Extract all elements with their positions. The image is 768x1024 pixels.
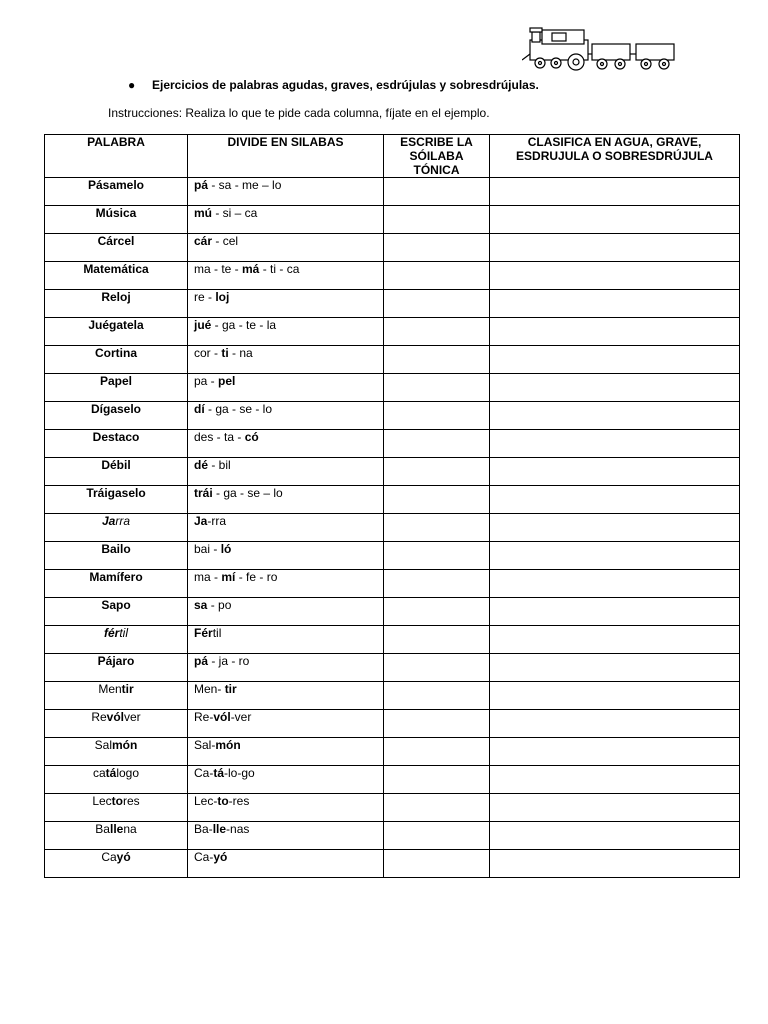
- text-segment: Ja: [101, 514, 116, 528]
- text-segment: Re-: [194, 710, 214, 724]
- text-segment: - si – ca: [212, 206, 258, 220]
- classification-answer-cell[interactable]: [490, 654, 740, 682]
- text-segment: pá: [194, 654, 209, 668]
- text-segment: Ba: [95, 822, 110, 836]
- syllables-cell: [188, 402, 384, 430]
- text-segment: - na: [228, 346, 253, 360]
- tonic-syllable-answer-cell[interactable]: [384, 570, 490, 598]
- text-segment: - ga - se - lo: [204, 402, 273, 416]
- text-segment: sa: [194, 598, 208, 612]
- text-segment: ma - te -: [194, 262, 243, 276]
- text-segment: Mamífero: [89, 570, 143, 584]
- text-segment: - sa - me – lo: [208, 178, 282, 192]
- text-segment: des - ta -: [194, 430, 245, 444]
- tonic-syllable-answer-cell[interactable]: [384, 262, 490, 290]
- text-segment: Papel: [99, 374, 132, 388]
- word-cell: [45, 206, 188, 234]
- text-segment: dí: [194, 402, 205, 416]
- text-segment: Matemática: [83, 262, 149, 276]
- text-segment: Ja: [194, 514, 208, 528]
- text-segment: res: [123, 794, 140, 808]
- text-segment: Sal-: [194, 738, 216, 752]
- word-cell: [45, 850, 188, 878]
- classification-answer-cell[interactable]: [490, 486, 740, 514]
- text-segment: Ba-: [194, 822, 213, 836]
- word-cell: [45, 766, 188, 794]
- syllables-cell: [188, 570, 384, 598]
- tonic-syllable-answer-cell[interactable]: [384, 850, 490, 878]
- tonic-syllable-answer-cell[interactable]: [384, 374, 490, 402]
- text-segment: món: [215, 738, 241, 752]
- table-row: [45, 766, 740, 794]
- table-row: [45, 318, 740, 346]
- syllables-cell: [188, 514, 384, 542]
- word-cell: [45, 738, 188, 766]
- text-segment: - po: [207, 598, 232, 612]
- classification-answer-cell[interactable]: [490, 542, 740, 570]
- tonic-syllable-answer-cell[interactable]: [384, 206, 490, 234]
- word-cell: [45, 794, 188, 822]
- tonic-syllable-answer-cell[interactable]: [384, 766, 490, 794]
- word-cell: [45, 178, 188, 206]
- syllables-cell: [188, 626, 384, 654]
- classification-answer-cell[interactable]: [490, 374, 740, 402]
- syllables-cell: [188, 542, 384, 570]
- word-cell: [45, 262, 188, 290]
- table-row: [45, 822, 740, 850]
- text-segment: to: [217, 794, 229, 808]
- text-segment: til: [119, 626, 128, 640]
- classification-answer-cell[interactable]: [490, 206, 740, 234]
- word-cell: [45, 822, 188, 850]
- text-segment: - bil: [208, 458, 231, 472]
- text-segment: tir: [224, 682, 237, 696]
- syllables-cell: [188, 178, 384, 206]
- header-palabra: PALABRA: [45, 135, 188, 178]
- syllables-cell: [188, 738, 384, 766]
- word-cell: [45, 542, 188, 570]
- text-segment: ló: [220, 542, 232, 556]
- syllables-cell: [188, 430, 384, 458]
- text-segment: tá: [105, 766, 117, 780]
- text-segment: má: [242, 262, 260, 276]
- syllables-cell: [188, 262, 384, 290]
- table-row: [45, 178, 740, 206]
- text-segment: có: [244, 430, 259, 444]
- text-segment: Ca-: [194, 766, 214, 780]
- syllables-cell: [188, 766, 384, 794]
- tonic-syllable-answer-cell[interactable]: [384, 402, 490, 430]
- table-row: [45, 794, 740, 822]
- exercise-title: [128, 78, 539, 92]
- syllables-cell: [188, 458, 384, 486]
- text-segment: Men-: [194, 682, 225, 696]
- table-row: [45, 626, 740, 654]
- tonic-syllable-answer-cell[interactable]: [384, 738, 490, 766]
- bullet-icon: ●: [128, 78, 136, 92]
- syllables-cell: [188, 598, 384, 626]
- classification-answer-cell[interactable]: [490, 794, 740, 822]
- word-cell: [45, 346, 188, 374]
- table-row: [45, 682, 740, 710]
- table-row: [45, 374, 740, 402]
- syllables-cell: [188, 654, 384, 682]
- text-segment: pá: [194, 178, 209, 192]
- tonic-syllable-answer-cell[interactable]: [384, 430, 490, 458]
- text-segment: -res: [228, 794, 250, 808]
- table-row: [45, 430, 740, 458]
- classification-answer-cell[interactable]: [490, 850, 740, 878]
- tonic-syllable-answer-cell[interactable]: [384, 794, 490, 822]
- syllables-cell: [188, 850, 384, 878]
- classification-answer-cell[interactable]: [490, 262, 740, 290]
- text-segment: Lec-: [194, 794, 218, 808]
- word-cell: [45, 374, 188, 402]
- tonic-syllable-answer-cell[interactable]: [384, 486, 490, 514]
- table-row: [45, 570, 740, 598]
- text-segment: -ver: [230, 710, 252, 724]
- tonic-syllable-answer-cell[interactable]: [384, 682, 490, 710]
- text-segment: to: [111, 794, 123, 808]
- classification-answer-cell[interactable]: [490, 430, 740, 458]
- text-segment: pel: [218, 374, 236, 388]
- syllables-cell: [188, 234, 384, 262]
- text-segment: -lo-go: [224, 766, 255, 780]
- word-cell: [45, 234, 188, 262]
- classification-answer-cell[interactable]: [490, 234, 740, 262]
- classification-answer-cell[interactable]: [490, 766, 740, 794]
- text-segment: Pájaro: [97, 654, 135, 668]
- text-segment: Re: [91, 710, 107, 724]
- text-segment: re -: [194, 290, 216, 304]
- text-segment: Fér: [194, 626, 213, 640]
- word-cell: [45, 430, 188, 458]
- tonic-syllable-answer-cell[interactable]: [384, 234, 490, 262]
- classification-answer-cell[interactable]: [490, 178, 740, 206]
- syllables-cell: [188, 318, 384, 346]
- word-cell: [45, 710, 188, 738]
- text-segment: - ga - te - la: [211, 318, 277, 332]
- text-segment: yó: [213, 850, 228, 864]
- text-segment: lle: [212, 822, 227, 836]
- classification-answer-cell[interactable]: [490, 626, 740, 654]
- word-cell: [45, 514, 188, 542]
- text-segment: trái: [194, 486, 213, 500]
- text-segment: món: [112, 738, 138, 752]
- header-silaba-tonica: ESCRIBE LA SÓILABA TÓNICA: [384, 135, 490, 178]
- text-segment: cor -: [194, 346, 222, 360]
- classification-answer-cell[interactable]: [490, 402, 740, 430]
- text-segment: Sapo: [101, 598, 131, 612]
- classification-answer-cell[interactable]: [490, 318, 740, 346]
- table-row: [45, 402, 740, 430]
- tonic-syllable-answer-cell[interactable]: [384, 626, 490, 654]
- table-row: [45, 654, 740, 682]
- text-segment: Música: [95, 206, 137, 220]
- instructions: Instrucciones: Realiza lo que te pide cada columna, fíjate en el ejemplo.: [108, 106, 490, 120]
- text-segment: Tráigaselo: [86, 486, 146, 500]
- text-segment: Ca-: [194, 850, 214, 864]
- text-segment: ti: [221, 346, 229, 360]
- table-row: [45, 290, 740, 318]
- text-segment: Ca: [101, 850, 117, 864]
- table-row: [45, 346, 740, 374]
- syllables-cell: [188, 822, 384, 850]
- text-segment: Juégatela: [88, 318, 144, 332]
- text-segment: Destaco: [92, 430, 140, 444]
- table-header-row: [45, 135, 740, 178]
- text-segment: til: [212, 626, 222, 640]
- tonic-syllable-answer-cell[interactable]: [384, 598, 490, 626]
- table-row: [45, 234, 740, 262]
- worksheet-table: [44, 134, 740, 878]
- tonic-syllable-answer-cell[interactable]: [384, 710, 490, 738]
- table-row: [45, 598, 740, 626]
- tonic-syllable-answer-cell[interactable]: [384, 514, 490, 542]
- word-cell: [45, 682, 188, 710]
- tonic-syllable-answer-cell[interactable]: [384, 290, 490, 318]
- table-row: [45, 206, 740, 234]
- text-segment: Cortina: [95, 346, 137, 360]
- word-cell: [45, 570, 188, 598]
- text-segment: ma -: [194, 570, 222, 584]
- text-segment: -nas: [226, 822, 250, 836]
- tonic-syllable-answer-cell[interactable]: [384, 822, 490, 850]
- word-cell: [45, 402, 188, 430]
- table-row: [45, 486, 740, 514]
- word-cell: [45, 598, 188, 626]
- table-row: [45, 542, 740, 570]
- classification-answer-cell[interactable]: [490, 682, 740, 710]
- tonic-syllable-answer-cell[interactable]: [384, 346, 490, 374]
- table-row: [45, 262, 740, 290]
- text-segment: vól: [213, 710, 231, 724]
- text-segment: Men: [98, 682, 122, 696]
- classification-answer-cell[interactable]: [490, 738, 740, 766]
- classification-answer-cell[interactable]: [490, 346, 740, 374]
- text-segment: Cárcel: [97, 234, 135, 248]
- tonic-syllable-answer-cell[interactable]: [384, 458, 490, 486]
- table-row: [45, 710, 740, 738]
- syllables-cell: [188, 682, 384, 710]
- syllables-cell: [188, 710, 384, 738]
- word-cell: [45, 486, 188, 514]
- train-icon: [522, 24, 682, 79]
- text-segment: fér: [103, 626, 120, 640]
- text-segment: lle: [109, 822, 124, 836]
- text-segment: mú: [194, 206, 212, 220]
- text-segment: - ti - ca: [259, 262, 300, 276]
- text-segment: Dígaselo: [90, 402, 141, 416]
- text-segment: Lec: [92, 794, 112, 808]
- text-segment: -rra: [207, 514, 227, 528]
- syllables-cell: [188, 486, 384, 514]
- text-segment: ca: [92, 766, 106, 780]
- text-segment: Sal: [94, 738, 112, 752]
- text-segment: Bailo: [101, 542, 131, 556]
- text-segment: Pásamelo: [87, 178, 145, 192]
- syllables-cell: [188, 374, 384, 402]
- table-row: [45, 458, 740, 486]
- text-segment: Reloj: [101, 290, 131, 304]
- text-segment: pa -: [194, 374, 219, 388]
- text-segment: - ga - se – lo: [212, 486, 283, 500]
- text-segment: logo: [116, 766, 140, 780]
- classification-answer-cell[interactable]: [490, 570, 740, 598]
- syllables-cell: [188, 290, 384, 318]
- text-segment: jué: [194, 318, 212, 332]
- tonic-syllable-answer-cell[interactable]: [384, 542, 490, 570]
- text-segment: - ja - ro: [208, 654, 250, 668]
- text-segment: - fe - ro: [235, 570, 278, 584]
- text-segment: - cel: [212, 234, 239, 248]
- word-cell: [45, 458, 188, 486]
- tonic-syllable-answer-cell[interactable]: [384, 654, 490, 682]
- text-segment: rra: [115, 514, 131, 528]
- tonic-syllable-answer-cell[interactable]: [384, 178, 490, 206]
- text-segment: na: [123, 822, 137, 836]
- text-segment: vól: [106, 710, 124, 724]
- syllables-cell: [188, 346, 384, 374]
- text-segment: cár: [194, 234, 213, 248]
- table-row: [45, 850, 740, 878]
- text-segment: Débil: [101, 458, 131, 472]
- text-segment: ver: [124, 710, 141, 724]
- tonic-syllable-answer-cell[interactable]: [384, 318, 490, 346]
- text-segment: tir: [121, 682, 134, 696]
- classification-answer-cell[interactable]: [490, 290, 740, 318]
- word-cell: [45, 290, 188, 318]
- text-segment: tá: [213, 766, 225, 780]
- word-cell: [45, 654, 188, 682]
- classification-answer-cell[interactable]: [490, 458, 740, 486]
- classification-answer-cell[interactable]: [490, 710, 740, 738]
- text-segment: bai -: [194, 542, 221, 556]
- text-segment: dé: [194, 458, 209, 472]
- text-segment: loj: [215, 290, 230, 304]
- classification-answer-cell[interactable]: [490, 514, 740, 542]
- classification-answer-cell[interactable]: [490, 598, 740, 626]
- syllables-cell: [188, 794, 384, 822]
- syllables-cell: [188, 206, 384, 234]
- text-segment: mí: [221, 570, 236, 584]
- table-row: [45, 514, 740, 542]
- classification-answer-cell[interactable]: [490, 822, 740, 850]
- table-row: [45, 738, 740, 766]
- word-cell: [45, 626, 188, 654]
- word-cell: [45, 318, 188, 346]
- header-divide-silabas: DIVIDE EN SILABAS: [188, 135, 384, 178]
- text-segment: yó: [116, 850, 131, 864]
- header-clasifica: CLASIFICA EN AGUA, GRAVE, ESDRUJULA O SOBRESDRÚJULA: [490, 135, 740, 178]
- title-text: Ejercicios de palabras agudas, graves, esdrújulas y sobresdrújulas.: [152, 78, 539, 92]
